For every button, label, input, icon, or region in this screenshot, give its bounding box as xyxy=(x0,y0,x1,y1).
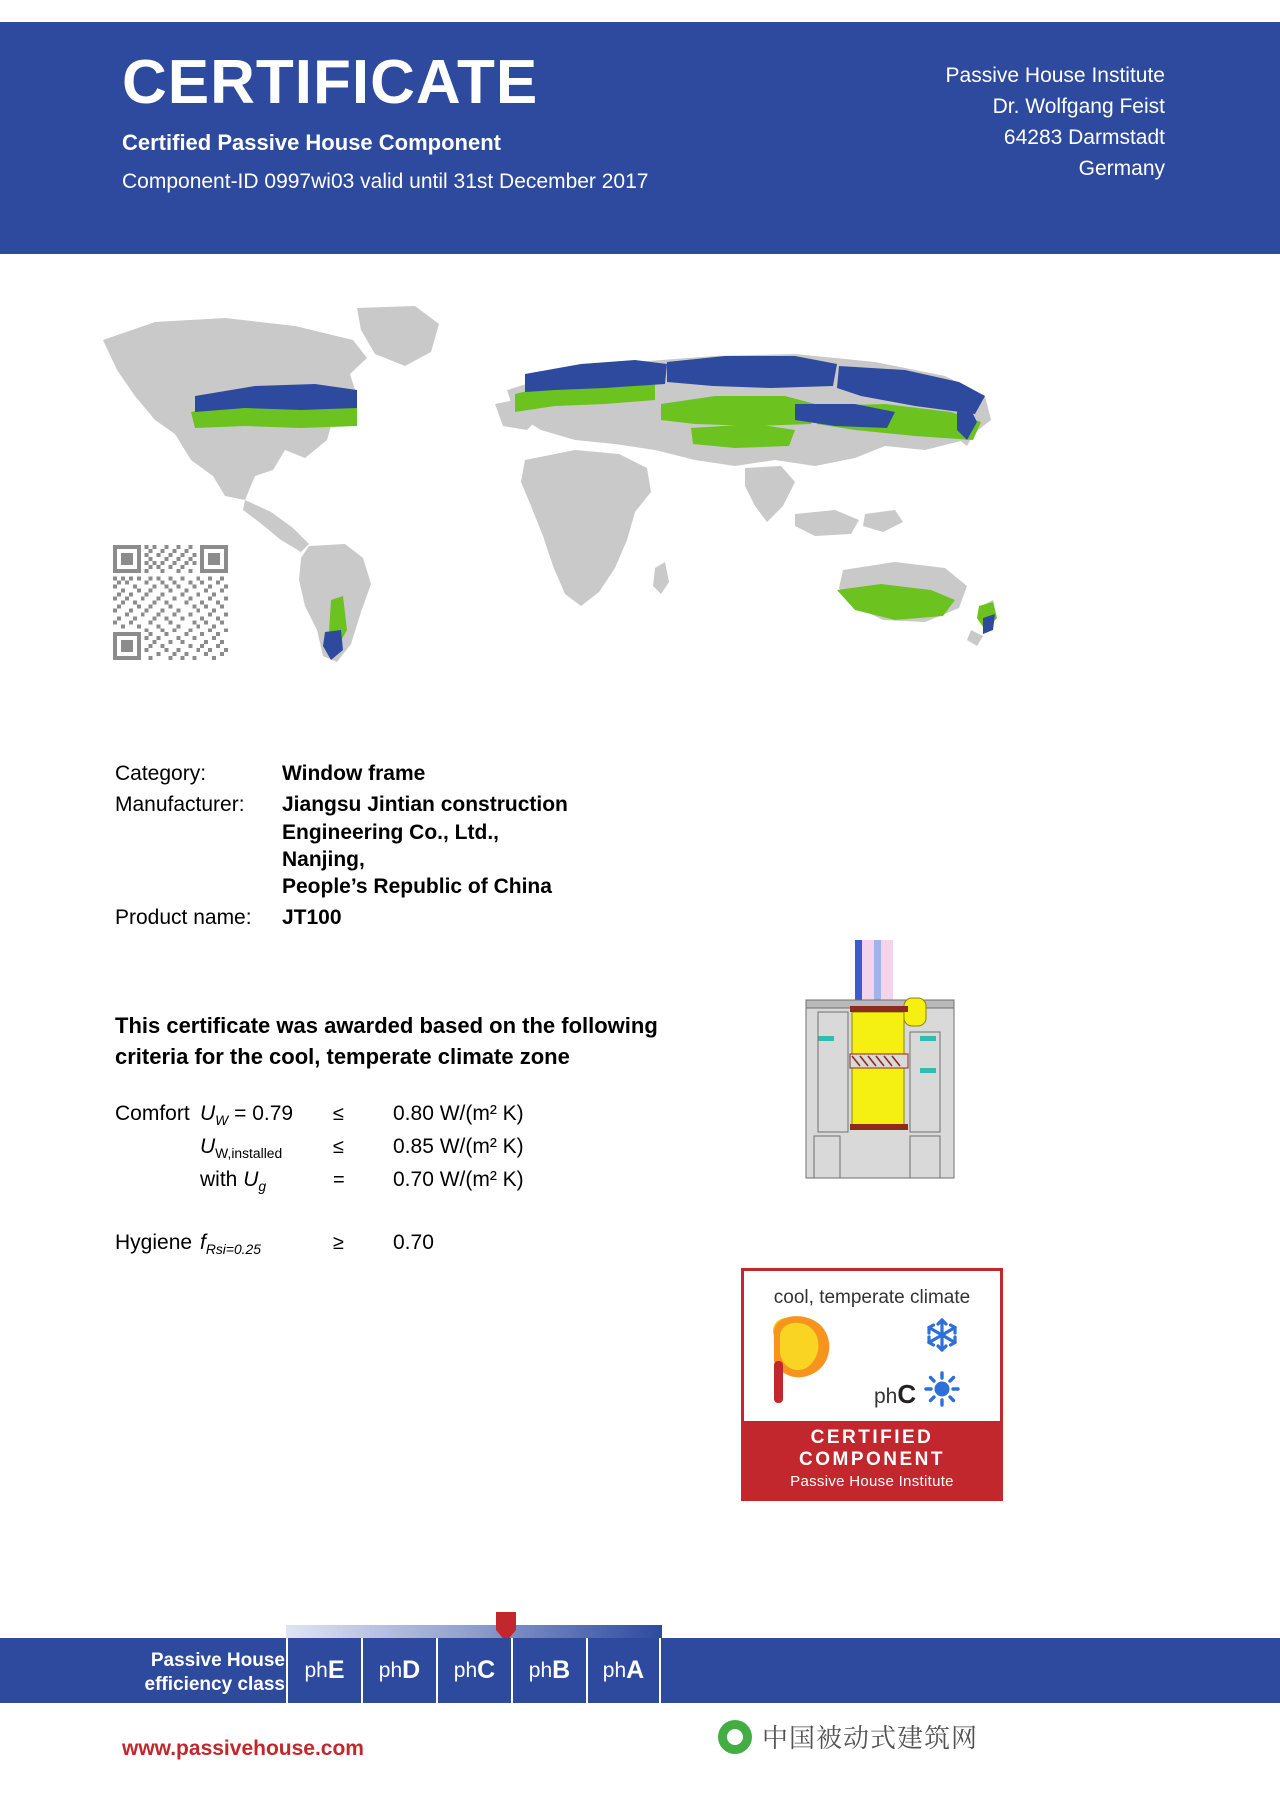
passivehouse-url[interactable]: www.passivehouse.com xyxy=(122,1737,364,1760)
criteria-limit-uw-installed: 0.85 W/(m² K) xyxy=(393,1135,524,1158)
manufacturer-line-1: Jiangsu Jintian construction xyxy=(282,793,568,817)
detail-row-product xyxy=(115,904,815,931)
certificate-header xyxy=(0,22,1280,254)
product-details xyxy=(115,760,815,936)
world-climate-map xyxy=(95,300,1025,680)
efficiency-cell-phC xyxy=(436,1638,511,1703)
qr-code xyxy=(113,545,228,660)
category-value: Window frame xyxy=(282,762,426,785)
criteria-heading xyxy=(115,1010,705,1072)
criteria-limit-uw: 0.80 W/(m² K) xyxy=(393,1102,524,1125)
badge-ph-prefix: ph xyxy=(874,1385,898,1408)
institute-director: Dr. Wolfgang Feist xyxy=(992,95,1165,119)
efficiency-cell-letter-1: D xyxy=(402,1656,421,1684)
badge-icon-row xyxy=(744,1309,1000,1417)
criteria-row-frsi xyxy=(115,1231,593,1264)
criteria-symbol-ug: with $U_g$ xyxy=(200,1168,267,1195)
badge-footer xyxy=(744,1421,1000,1498)
efficiency-cell-prefix-4: ph xyxy=(602,1658,627,1682)
efficiency-class-label xyxy=(120,1649,285,1697)
watermark-logo-icon xyxy=(718,1720,752,1754)
badge-efficiency-class xyxy=(874,1379,916,1410)
page-title: CERTIFICATE xyxy=(122,48,539,117)
criteria-row-ug xyxy=(115,1168,593,1201)
badge-footer-institute: Passive House Institute xyxy=(790,1473,954,1490)
efficiency-cell-phA xyxy=(586,1638,661,1703)
product-name-value: JT100 xyxy=(282,906,342,930)
institute-address xyxy=(946,60,1165,184)
institute-name: Passive House Institute xyxy=(945,64,1165,87)
criteria-uw-measured: = 0.79 xyxy=(228,1102,294,1125)
efficiency-gradient-strip xyxy=(286,1625,662,1638)
efficiency-cell-letter-2: C xyxy=(477,1656,496,1684)
criteria-operator-ug: = xyxy=(333,1169,345,1191)
detail-row-manufacturer xyxy=(115,791,815,900)
criteria-group-comfort: Comfort xyxy=(115,1102,190,1125)
criteria-heading-line-2: criteria for the cool, temperate climate zone xyxy=(115,1044,570,1070)
criteria-spacer xyxy=(115,1201,593,1231)
badge-footer-component: COMPONENT xyxy=(799,1449,945,1470)
watermark-text: 中国被动式建筑网 xyxy=(762,1723,979,1753)
efficiency-label-line-1: Passive House xyxy=(150,1650,285,1671)
efficiency-cell-prefix-2: ph xyxy=(453,1658,478,1682)
header-left-block xyxy=(122,48,649,194)
detail-row-category xyxy=(115,760,815,787)
institute-city: 64283 Darmstadt xyxy=(1003,126,1165,150)
efficiency-cell-letter-3: B xyxy=(552,1656,571,1684)
efficiency-cell-phD xyxy=(361,1638,436,1703)
criteria-limit-ug: 0.70 W/(m² K) xyxy=(393,1168,524,1191)
manufacturer-label: Manufacturer: xyxy=(115,793,245,817)
criteria-table xyxy=(115,1102,593,1264)
certificate-subtitle: Certified Passive House Component xyxy=(122,130,501,155)
badge-climate-title: cool, temperate climate xyxy=(773,1287,971,1308)
efficiency-cell-phE xyxy=(286,1638,361,1703)
efficiency-cell-letter-4: A xyxy=(626,1656,645,1684)
manufacturer-line-2: Engineering Co., Ltd., xyxy=(282,820,499,844)
manufacturer-value xyxy=(282,791,568,900)
criteria-heading-line-1: This certificate was awarded based on the following xyxy=(115,1013,658,1038)
efficiency-label-line-2: efficiency class xyxy=(144,1673,285,1695)
criteria-limit-frsi: 0.70 xyxy=(393,1231,434,1254)
efficiency-cell-prefix-1: ph xyxy=(378,1658,403,1682)
badge-ph-letter: C xyxy=(897,1379,917,1409)
institute-country: Germany xyxy=(1078,157,1165,181)
manufacturer-line-4: People’s Republic of China xyxy=(282,875,552,899)
criteria-operator-uw-installed: ≤ xyxy=(333,1136,344,1158)
climate-certification-badge xyxy=(741,1268,1003,1501)
component-id: Component-ID 0997wi03 valid until 31st December 2017 xyxy=(122,170,649,193)
manufacturer-line-3: Nanjing, xyxy=(282,847,365,871)
criteria-symbol-uw: $U_W = 0.79$ xyxy=(200,1102,294,1129)
criteria-operator-uw: ≤ xyxy=(333,1103,344,1125)
criteria-symbol-uw-installed: $U_{W,installed}$ xyxy=(200,1135,283,1162)
efficiency-class-bar xyxy=(0,1638,1280,1703)
efficiency-cell-letter-0: E xyxy=(327,1656,345,1684)
criteria-row-uw xyxy=(115,1102,593,1135)
category-label: Category: xyxy=(115,762,207,785)
criteria-operator-frsi: ≥ xyxy=(333,1232,344,1254)
efficiency-class-cells xyxy=(286,1638,661,1703)
badge-footer-certified: CERTIFIED xyxy=(810,1427,934,1448)
efficiency-cell-prefix-3: ph xyxy=(528,1658,553,1682)
footer-institute-note: Passive House Institute xyxy=(775,1768,943,1785)
window-cross-section-figure xyxy=(800,940,960,1200)
product-name-label: Product name: xyxy=(115,906,252,930)
watermark xyxy=(718,1718,978,1755)
criteria-symbol-frsi: $f_{Rsi=0.25}$ xyxy=(200,1231,261,1258)
criteria-group-hygiene: Hygiene xyxy=(115,1231,193,1254)
efficiency-cell-prefix-0: ph xyxy=(304,1658,328,1682)
efficiency-cell-phB xyxy=(511,1638,586,1703)
criteria-row-uw-installed xyxy=(115,1135,593,1168)
